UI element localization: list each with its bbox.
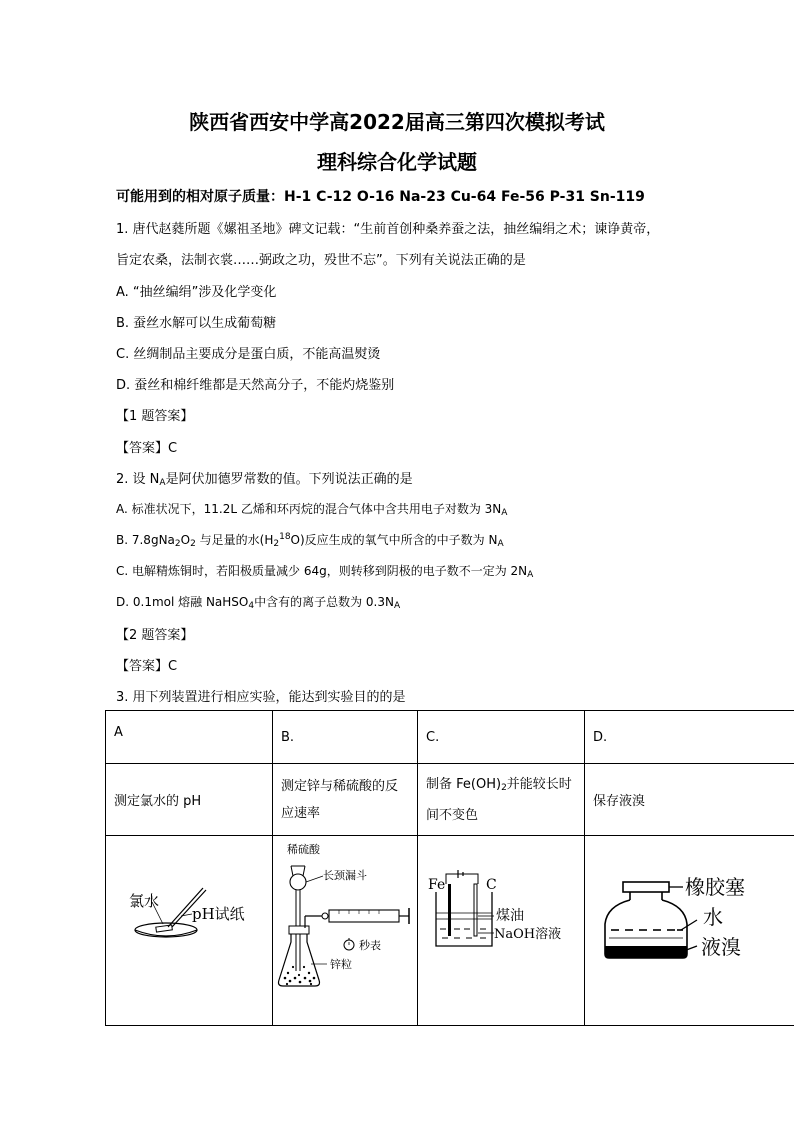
figure-a <box>106 836 273 1026</box>
q3-stem: 3. 用下列装置进行相应实验，能达到实验目的的是 <box>116 690 406 705</box>
label-stopwatch: 秒表 <box>359 939 381 952</box>
label-c-electrode: C <box>486 877 497 893</box>
figure-d <box>585 836 794 1026</box>
label-liquid-bromine: 液溴 <box>701 935 741 959</box>
label-fe-electrode: Fe <box>428 877 446 893</box>
electrolysis-diagram <box>418 836 584 1021</box>
q2-option-b: B. $7.8gNa_2O_2$ 与足量的水$(H_2^{18}O)$反应生成的氧气中所含的中子数为 $N_A$ <box>116 532 504 549</box>
q2-answer-tag: 【2 题答案】 <box>116 628 194 643</box>
purpose-d: 保存液溴 <box>585 764 794 836</box>
reaction-rate-diagram <box>273 836 417 1021</box>
bromine-storage-diagram <box>585 836 794 1021</box>
header-a: A <box>106 711 273 764</box>
q1-stem-line2: 旨定农桑，法制衣裳……弼政之功，殁世不忘”。下列有关说法正确的是 <box>116 253 526 268</box>
label-long-neck-funnel: 长颈漏斗 <box>323 869 367 882</box>
q1-option-b: B. 蚕丝水解可以生成葡萄糖 <box>116 316 277 331</box>
figure-b <box>273 836 418 1026</box>
purpose-c: 制备 $Fe(OH)_2$并能较长时 间不变色 <box>418 764 585 836</box>
label-zinc-granules: 锌粒 <box>330 958 352 971</box>
label-dilute-sulfuric-acid: 稀硫酸 <box>287 843 320 856</box>
q2-answer: 【答案】C <box>116 659 178 674</box>
q2-option-d: D. 0.1mol 熔融 NaHSO$_4$中含有的离子总数为 $0.3N_A$ <box>116 595 401 611</box>
page-subtitle: 理科综合化学试题 <box>317 150 477 174</box>
q1-option-a: A. “抽丝编绢”涉及化学变化 <box>116 285 277 300</box>
q2-option-c: C. 电解精炼铜时，若阳极质量减少 64g，则转移到阴极的电子数不一定为 $2N_A$ <box>116 564 534 580</box>
q1-answer-tag: 【1 题答案】 <box>116 409 194 424</box>
label-rubber-stopper: 橡胶塞 <box>685 875 745 899</box>
q1-option-d: D. 蚕丝和棉纤维都是天然高分子，不能灼烧鉴别 <box>116 378 395 393</box>
q2-option-a: A. 标准状况下，11.2L 乙烯和环丙烷的混合气体中含共用电子对数为 $3N_A$ <box>116 502 508 518</box>
q1-stem-line1: 1. 唐代赵蕤所题《嫘祖圣地》碑文记载：“生前首创种桑养蚕之法，抽丝编绢之术；谏诤黄帝， <box>116 222 660 237</box>
purpose-a: 测定氯水的 pH <box>106 764 273 836</box>
label-water: 水 <box>703 905 723 929</box>
atomic-masses: 可能用到的相对原子质量：H-1 C-12 O-16 Na-23 Cu-64 Fe-56 P-31 Sn-119 <box>116 189 645 205</box>
q1-answer: 【答案】C <box>116 441 178 456</box>
purpose-b: 测定锌与稀硫酸的反 应速率 <box>273 764 418 836</box>
label-ph-paper: pH试纸 <box>192 905 245 923</box>
label-naoh-solution: NaOH溶液 <box>494 927 562 942</box>
label-chlorine-water: 氯水 <box>129 892 160 910</box>
page-title: 陕西省西安中学高2022届高三第四次模拟考试 <box>189 110 605 134</box>
ph-test-diagram <box>106 836 272 1021</box>
label-kerosene: 煤油 <box>496 908 524 924</box>
header-b: B. <box>273 711 418 764</box>
header-d: D. <box>585 711 794 764</box>
q2-stem: 2. 设 $N_A$是阿伏加德罗常数的值。下列说法正确的是 <box>116 472 413 488</box>
q1-option-c: C. 丝绸制品主要成分是蛋白质，不能高温熨烫 <box>116 347 381 362</box>
figure-c <box>418 836 585 1026</box>
header-c: C. <box>418 711 585 764</box>
q3-options-table <box>105 710 794 1026</box>
